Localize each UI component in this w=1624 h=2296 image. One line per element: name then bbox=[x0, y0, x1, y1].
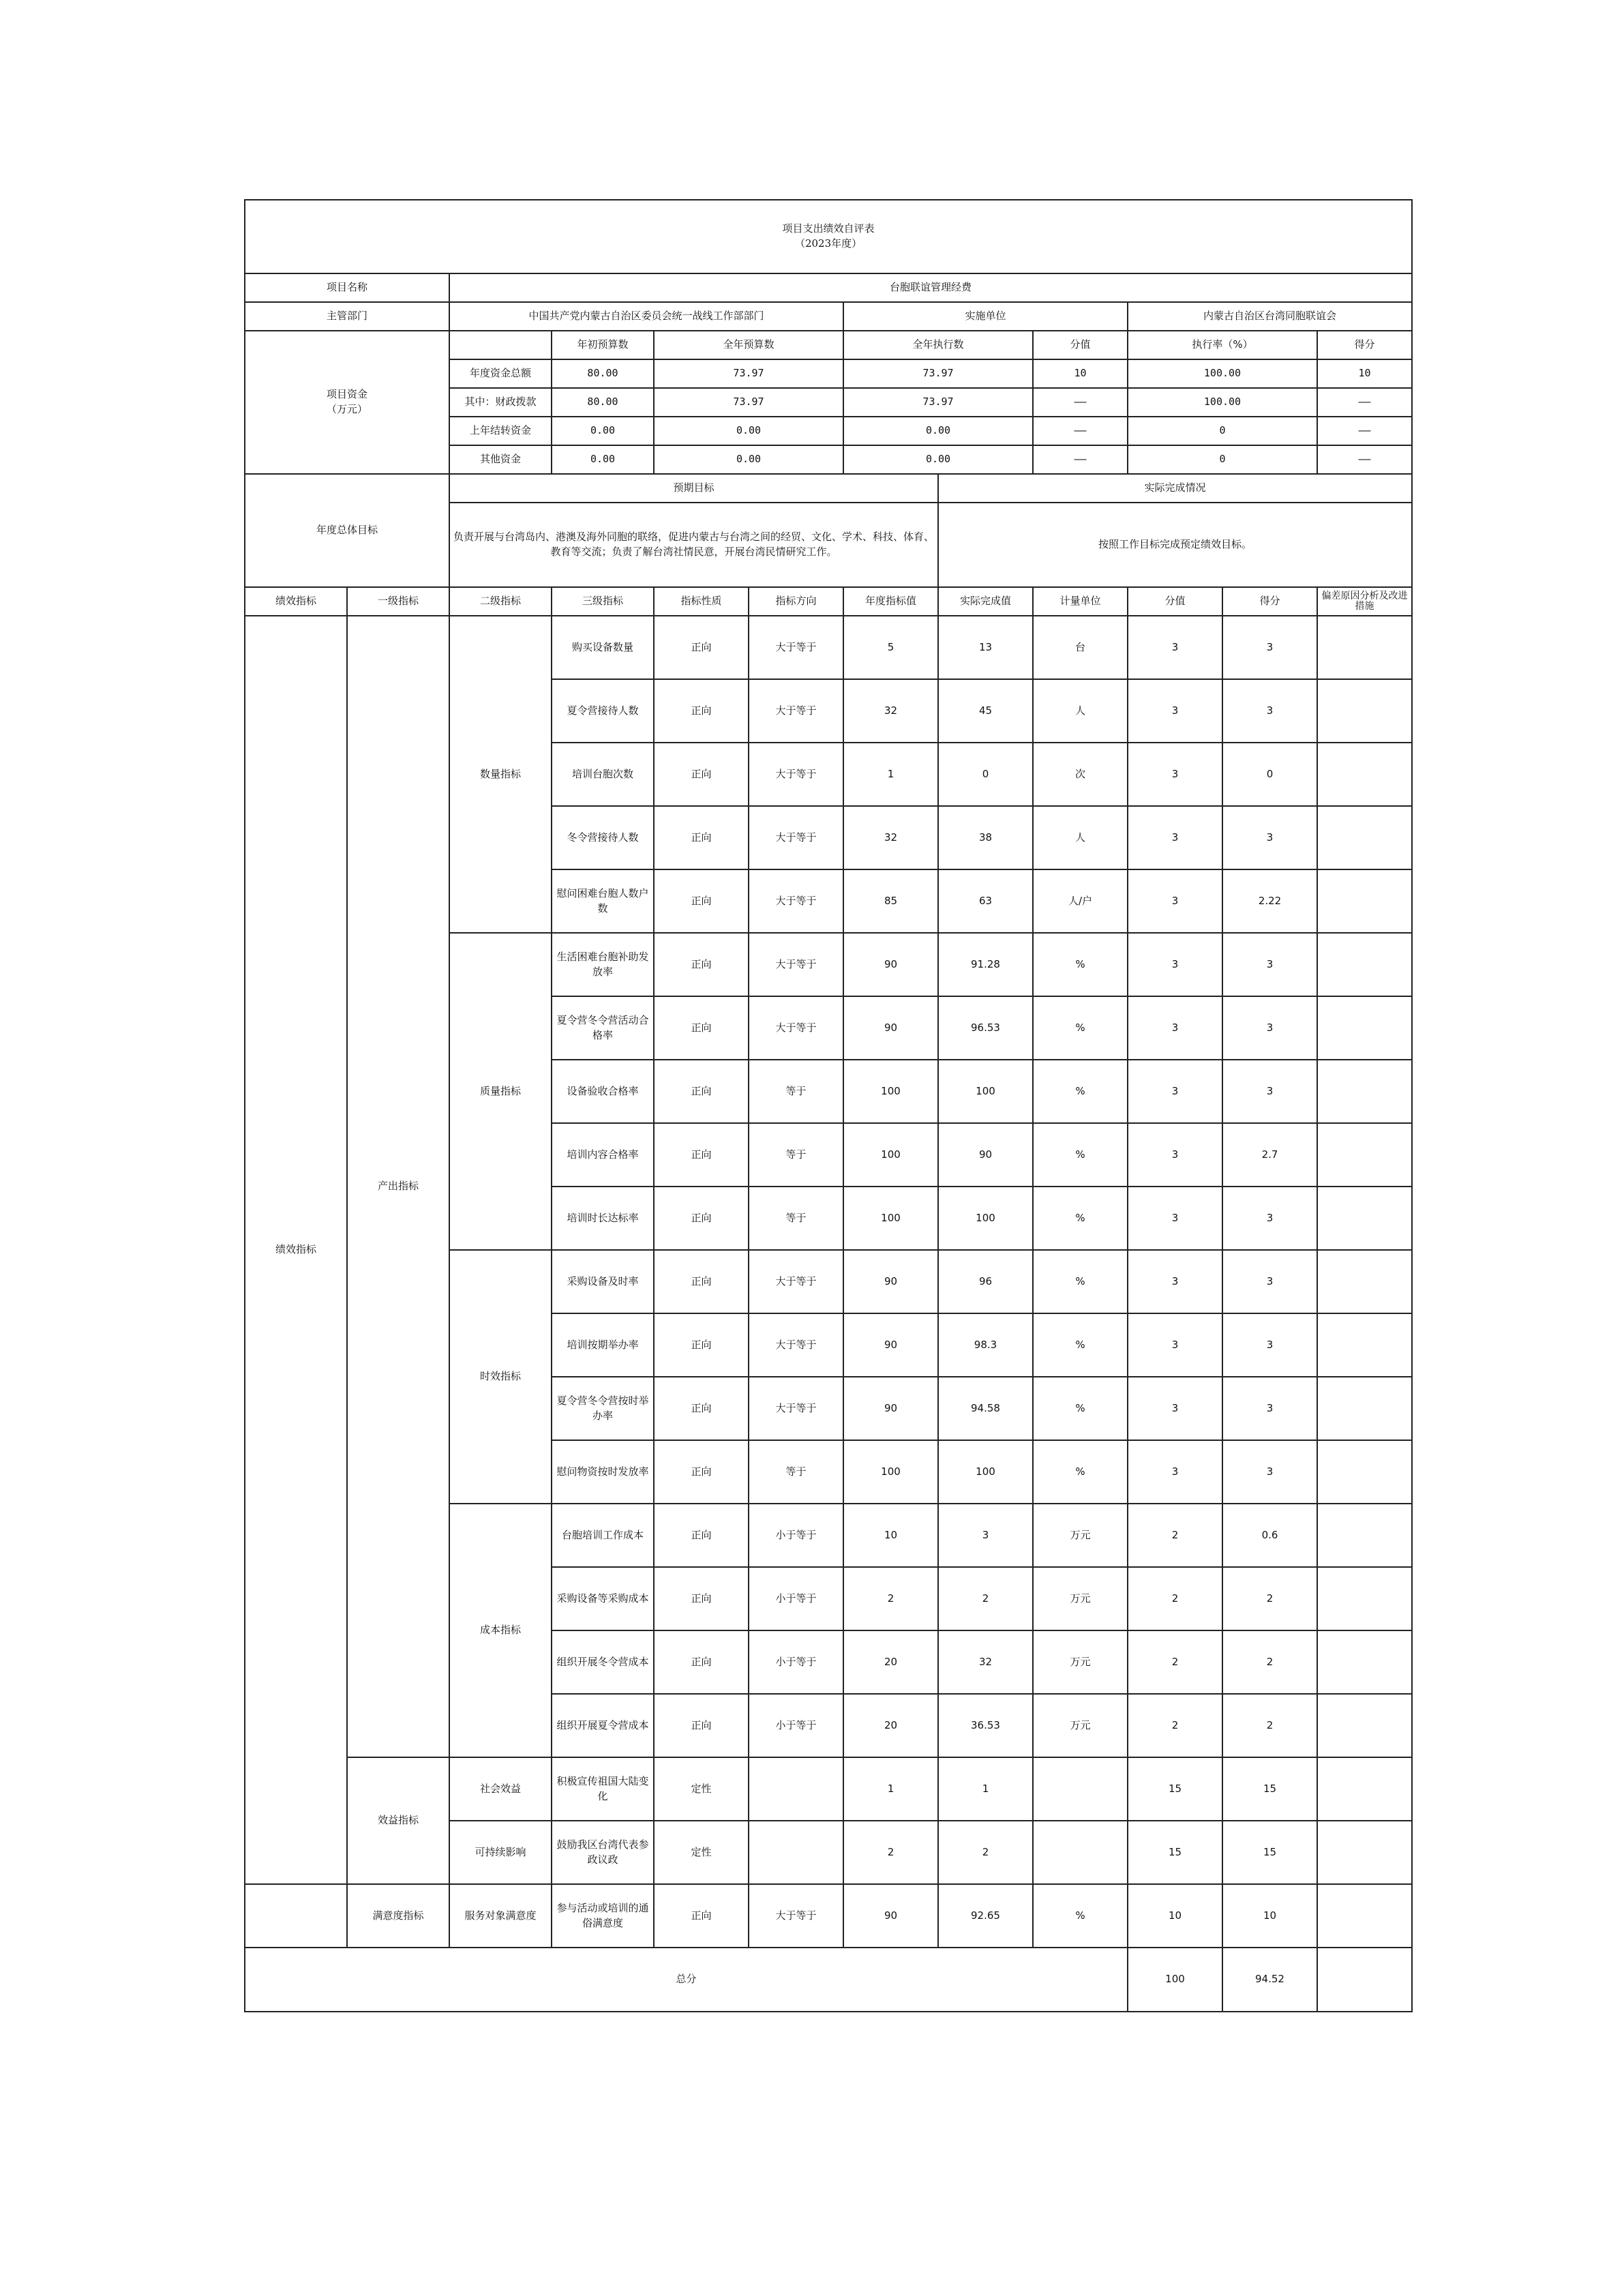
indicator-row bbox=[245, 616, 1412, 679]
indicator-weight: 2 bbox=[1128, 1694, 1222, 1757]
indicator-direction: 大于等于 bbox=[749, 996, 843, 1060]
funds-header: 执行率（%） bbox=[1128, 331, 1317, 359]
indicator-direction: 等于 bbox=[749, 1187, 843, 1250]
indicator-target: 2 bbox=[843, 1567, 938, 1630]
indicator-direction: 大于等于 bbox=[749, 1884, 843, 1948]
indicator-target: 90 bbox=[843, 1884, 938, 1948]
indicator-score: 3 bbox=[1222, 679, 1317, 743]
group-social-label: 社会效益 bbox=[449, 1757, 552, 1821]
indicator-name: 组织开展夏令营成本 bbox=[552, 1694, 654, 1757]
indicator-deviation bbox=[1317, 1377, 1412, 1440]
indicator-name: 慰问物资按时发放率 bbox=[552, 1440, 654, 1504]
indicator-score: 3 bbox=[1222, 1250, 1317, 1313]
benefit-indicator-label: 效益指标 bbox=[347, 1757, 449, 1884]
indicator-direction: 等于 bbox=[749, 1060, 843, 1123]
indicator-target: 5 bbox=[843, 616, 938, 679]
indicator-deviation bbox=[1317, 1757, 1412, 1821]
indicator-score: 0.6 bbox=[1222, 1504, 1317, 1567]
funds-header-blank bbox=[449, 331, 552, 359]
indicator-name: 鼓励我区台湾代表参政议政 bbox=[552, 1821, 654, 1884]
indicator-actual: 0 bbox=[938, 743, 1033, 806]
funds-score-value: 10 bbox=[1033, 359, 1128, 388]
indicator-name: 购买设备数量 bbox=[552, 616, 654, 679]
indicator-direction: 大于等于 bbox=[749, 869, 843, 933]
indicator-score: 2 bbox=[1222, 1694, 1317, 1757]
indicator-target: 100 bbox=[843, 1060, 938, 1123]
indicator-unit: % bbox=[1033, 1250, 1128, 1313]
indicator-weight: 3 bbox=[1128, 1123, 1222, 1187]
indicator-name: 设备验收合格率 bbox=[552, 1060, 654, 1123]
funds-executed: 0.00 bbox=[843, 417, 1033, 445]
indicator-nature: 正向 bbox=[654, 933, 749, 996]
indicator-unit: 人/户 bbox=[1033, 869, 1128, 933]
funds-row-name: 上年结转资金 bbox=[449, 417, 552, 445]
indicator-weight: 15 bbox=[1128, 1821, 1222, 1884]
indicator-header: 实际完成值 bbox=[938, 587, 1033, 616]
group-cost-label: 成本指标 bbox=[449, 1504, 552, 1757]
indicator-target: 90 bbox=[843, 1250, 938, 1313]
indicator-direction: 小于等于 bbox=[749, 1567, 843, 1630]
actual-result-text: 按照工作目标完成预定绩效目标。 bbox=[938, 503, 1412, 587]
indicator-score: 15 bbox=[1222, 1821, 1317, 1884]
indicator-actual: 2 bbox=[938, 1821, 1033, 1884]
indicator-unit: % bbox=[1033, 933, 1128, 996]
funds-annual: 73.97 bbox=[654, 388, 843, 417]
funds-initial: 80.00 bbox=[552, 359, 654, 388]
funds-header: 全年预算数 bbox=[654, 331, 843, 359]
indicator-actual: 96.53 bbox=[938, 996, 1033, 1060]
indicator-score: 3 bbox=[1222, 1313, 1317, 1377]
indicator-unit: 人 bbox=[1033, 806, 1128, 869]
indicator-nature: 正向 bbox=[654, 743, 749, 806]
indicator-direction: 大于等于 bbox=[749, 743, 843, 806]
indicator-actual: 36.53 bbox=[938, 1694, 1033, 1757]
funds-annual: 0.00 bbox=[654, 417, 843, 445]
indicator-score: 3 bbox=[1222, 933, 1317, 996]
indicator-nature: 正向 bbox=[654, 996, 749, 1060]
self-evaluation-sheet bbox=[244, 199, 1411, 2012]
total-row bbox=[245, 1948, 1412, 2012]
project-name-value: 台胞联谊管理经费 bbox=[449, 273, 1412, 302]
indicator-name: 夏令营冬令营按时举办率 bbox=[552, 1377, 654, 1440]
indicator-target: 20 bbox=[843, 1630, 938, 1694]
indicator-weight: 15 bbox=[1128, 1757, 1222, 1821]
indicator-nature: 正向 bbox=[654, 806, 749, 869]
indicator-unit: 人 bbox=[1033, 679, 1128, 743]
evaluation-table bbox=[244, 199, 1413, 2012]
indicator-weight: 3 bbox=[1128, 1250, 1222, 1313]
indicator-weight: 10 bbox=[1128, 1884, 1222, 1948]
indicator-direction: 大于等于 bbox=[749, 1377, 843, 1440]
funds-row-name: 其他资金 bbox=[449, 445, 552, 474]
indicator-weight: 3 bbox=[1128, 1060, 1222, 1123]
indicator-actual: 100 bbox=[938, 1440, 1033, 1504]
indicator-row bbox=[245, 1757, 1412, 1821]
funds-rate: 100.00 bbox=[1128, 359, 1317, 388]
indicator-score: 3 bbox=[1222, 806, 1317, 869]
satisfaction-indicator-label: 满意度指标 bbox=[347, 1884, 449, 1948]
indicator-target: 90 bbox=[843, 1313, 938, 1377]
indicator-target: 100 bbox=[843, 1123, 938, 1187]
expected-goal-text: 负责开展与台湾岛内、港澳及海外同胞的联络，促进内蒙古与台湾之间的经贸、文化、学术、科技、体育、教育等交流；负责了解台湾社情民意，开展台湾民情研究工作。 bbox=[449, 503, 938, 587]
group-quality-label: 质量指标 bbox=[449, 933, 552, 1250]
indicator-header: 年度指标值 bbox=[843, 587, 938, 616]
funds-header: 分值 bbox=[1033, 331, 1128, 359]
indicator-name: 采购设备等采购成本 bbox=[552, 1567, 654, 1630]
indicator-deviation bbox=[1317, 996, 1412, 1060]
indicator-unit: % bbox=[1033, 1313, 1128, 1377]
indicator-nature: 正向 bbox=[654, 1313, 749, 1377]
funds-score-value: —— bbox=[1033, 417, 1128, 445]
funds-score: —— bbox=[1317, 417, 1412, 445]
indicator-name: 积极宣传祖国大陆变化 bbox=[552, 1757, 654, 1821]
funds-initial: 0.00 bbox=[552, 417, 654, 445]
indicator-weight: 3 bbox=[1128, 996, 1222, 1060]
indicator-name: 组织开展冬令营成本 bbox=[552, 1630, 654, 1694]
page-title: 项目支出绩效自评表 bbox=[782, 222, 875, 235]
indicator-nature: 正向 bbox=[654, 1630, 749, 1694]
funds-rate: 0 bbox=[1128, 417, 1317, 445]
indicator-direction: 大于等于 bbox=[749, 1313, 843, 1377]
indicator-target: 1 bbox=[843, 743, 938, 806]
indicator-deviation bbox=[1317, 1187, 1412, 1250]
indicator-unit: % bbox=[1033, 1123, 1128, 1187]
indicator-deviation bbox=[1317, 1250, 1412, 1313]
indicator-actual: 13 bbox=[938, 616, 1033, 679]
indicator-actual: 96 bbox=[938, 1250, 1033, 1313]
indicator-row bbox=[245, 1884, 1412, 1948]
indicator-unit: 万元 bbox=[1033, 1567, 1128, 1630]
indicator-score: 2.22 bbox=[1222, 869, 1317, 933]
output-indicator-label: 产出指标 bbox=[347, 616, 449, 1757]
indicator-weight: 3 bbox=[1128, 1377, 1222, 1440]
indicator-header: 绩效指标 bbox=[245, 587, 347, 616]
group-timeliness-label: 时效指标 bbox=[449, 1250, 552, 1504]
indicator-unit: 万元 bbox=[1033, 1504, 1128, 1567]
indicator-target: 32 bbox=[843, 806, 938, 869]
indicator-nature: 正向 bbox=[654, 1567, 749, 1630]
indicator-actual: 100 bbox=[938, 1060, 1033, 1123]
funds-initial: 80.00 bbox=[552, 388, 654, 417]
funds-row-name: 其中：财政拨款 bbox=[449, 388, 552, 417]
indicator-name: 冬令营接待人数 bbox=[552, 806, 654, 869]
indicator-unit: 万元 bbox=[1033, 1630, 1128, 1694]
indicator-name: 培训内容合格率 bbox=[552, 1123, 654, 1187]
group-service-label: 服务对象满意度 bbox=[449, 1884, 552, 1948]
indicator-actual: 92.65 bbox=[938, 1884, 1033, 1948]
indicator-target: 100 bbox=[843, 1187, 938, 1250]
dept-value: 中国共产党内蒙古自治区委员会统一战线工作部部门 bbox=[449, 302, 843, 331]
indicator-unit: % bbox=[1033, 996, 1128, 1060]
indicator-deviation bbox=[1317, 1123, 1412, 1187]
indicator-header: 分值 bbox=[1128, 587, 1222, 616]
indicator-weight: 2 bbox=[1128, 1630, 1222, 1694]
funds-score-value: —— bbox=[1033, 388, 1128, 417]
indicator-actual: 1 bbox=[938, 1757, 1033, 1821]
indicator-target: 90 bbox=[843, 1377, 938, 1440]
indicator-nature: 正向 bbox=[654, 679, 749, 743]
indicator-unit: % bbox=[1033, 1060, 1128, 1123]
indicator-direction: 大于等于 bbox=[749, 1250, 843, 1313]
funds-initial: 0.00 bbox=[552, 445, 654, 474]
indicator-actual: 98.3 bbox=[938, 1313, 1033, 1377]
indicator-score: 10 bbox=[1222, 1884, 1317, 1948]
indicator-weight: 3 bbox=[1128, 679, 1222, 743]
indicator-score: 3 bbox=[1222, 1187, 1317, 1250]
group-quantity-label: 数量指标 bbox=[449, 616, 552, 933]
expected-goal-header: 预期目标 bbox=[449, 474, 938, 503]
indicator-weight: 3 bbox=[1128, 806, 1222, 869]
indicator-score: 3 bbox=[1222, 996, 1317, 1060]
indicator-header: 指标方向 bbox=[749, 587, 843, 616]
funds-rate: 100.00 bbox=[1128, 388, 1317, 417]
total-deviation bbox=[1317, 1948, 1412, 2012]
indicator-direction: 小于等于 bbox=[749, 1694, 843, 1757]
indicator-unit bbox=[1033, 1757, 1128, 1821]
indicator-nature: 正向 bbox=[654, 1377, 749, 1440]
indicator-nature: 正向 bbox=[654, 1250, 749, 1313]
indicator-nature: 正向 bbox=[654, 616, 749, 679]
indicator-target: 32 bbox=[843, 679, 938, 743]
indicator-name: 培训台胞次数 bbox=[552, 743, 654, 806]
indicator-header: 计量单位 bbox=[1033, 587, 1128, 616]
indicator-weight: 3 bbox=[1128, 869, 1222, 933]
page-subtitle: （2023年度） bbox=[794, 237, 862, 250]
indicator-score: 2 bbox=[1222, 1567, 1317, 1630]
indicator-target: 90 bbox=[843, 996, 938, 1060]
indicator-nature: 正向 bbox=[654, 869, 749, 933]
indicator-name: 培训按期举办率 bbox=[552, 1313, 654, 1377]
indicator-deviation bbox=[1317, 1884, 1412, 1948]
table-title bbox=[245, 200, 1412, 273]
indicator-deviation bbox=[1317, 1821, 1412, 1884]
funds-executed: 0.00 bbox=[843, 445, 1033, 474]
indicator-direction: 小于等于 bbox=[749, 1630, 843, 1694]
perf-indicator-label: 绩效指标 bbox=[245, 616, 347, 1884]
funds-annual: 0.00 bbox=[654, 445, 843, 474]
impl-value: 内蒙古自治区台湾同胞联谊会 bbox=[1128, 302, 1412, 331]
indicator-target: 90 bbox=[843, 933, 938, 996]
actual-result-header: 实际完成情况 bbox=[938, 474, 1412, 503]
indicator-deviation bbox=[1317, 933, 1412, 996]
indicator-direction: 小于等于 bbox=[749, 1504, 843, 1567]
indicator-deviation bbox=[1317, 1630, 1412, 1694]
indicator-weight: 2 bbox=[1128, 1504, 1222, 1567]
indicator-direction: 大于等于 bbox=[749, 806, 843, 869]
indicator-nature: 正向 bbox=[654, 1187, 749, 1250]
indicator-header: 三级指标 bbox=[552, 587, 654, 616]
indicator-nature: 正向 bbox=[654, 1060, 749, 1123]
funds-label: 项目资金 （万元） bbox=[245, 331, 449, 474]
indicator-direction bbox=[749, 1757, 843, 1821]
indicator-deviation bbox=[1317, 1313, 1412, 1377]
indicator-unit: 万元 bbox=[1033, 1694, 1128, 1757]
indicator-actual: 94.58 bbox=[938, 1377, 1033, 1440]
indicator-header: 二级指标 bbox=[449, 587, 552, 616]
indicator-nature: 正向 bbox=[654, 1504, 749, 1567]
indicator-actual: 32 bbox=[938, 1630, 1033, 1694]
indicator-actual: 2 bbox=[938, 1567, 1033, 1630]
indicator-name: 生活困难台胞补助发放率 bbox=[552, 933, 654, 996]
indicator-weight: 3 bbox=[1128, 933, 1222, 996]
indicator-actual: 90 bbox=[938, 1123, 1033, 1187]
indicator-weight: 2 bbox=[1128, 1567, 1222, 1630]
indicator-deviation bbox=[1317, 743, 1412, 806]
indicator-nature: 正向 bbox=[654, 1694, 749, 1757]
indicator-actual: 45 bbox=[938, 679, 1033, 743]
indicator-actual: 38 bbox=[938, 806, 1033, 869]
total-score: 94.52 bbox=[1222, 1948, 1317, 2012]
indicator-target: 2 bbox=[843, 1821, 938, 1884]
indicator-deviation bbox=[1317, 1694, 1412, 1757]
indicator-header: 得分 bbox=[1222, 587, 1317, 616]
indicator-header-row bbox=[245, 587, 1412, 616]
funds-header: 年初预算数 bbox=[552, 331, 654, 359]
goals-label: 年度总体目标 bbox=[245, 474, 449, 587]
indicator-unit: % bbox=[1033, 1187, 1128, 1250]
funds-header: 得分 bbox=[1317, 331, 1412, 359]
indicator-target: 100 bbox=[843, 1440, 938, 1504]
indicator-name: 夏令营接待人数 bbox=[552, 679, 654, 743]
indicator-deviation bbox=[1317, 1060, 1412, 1123]
indicator-weight: 3 bbox=[1128, 1313, 1222, 1377]
funds-score: —— bbox=[1317, 445, 1412, 474]
indicator-direction: 等于 bbox=[749, 1440, 843, 1504]
indicator-direction: 等于 bbox=[749, 1123, 843, 1187]
indicator-weight: 3 bbox=[1128, 1187, 1222, 1250]
indicator-score: 3 bbox=[1222, 1440, 1317, 1504]
indicator-target: 1 bbox=[843, 1757, 938, 1821]
indicator-header: 一级指标 bbox=[347, 587, 449, 616]
indicator-weight: 3 bbox=[1128, 743, 1222, 806]
indicator-nature: 正向 bbox=[654, 1123, 749, 1187]
indicator-score: 15 bbox=[1222, 1757, 1317, 1821]
indicator-nature: 定性 bbox=[654, 1821, 749, 1884]
indicator-deviation bbox=[1317, 1440, 1412, 1504]
funds-score-value: —— bbox=[1033, 445, 1128, 474]
indicator-deviation bbox=[1317, 1567, 1412, 1630]
indicator-direction bbox=[749, 1821, 843, 1884]
funds-executed: 73.97 bbox=[843, 388, 1033, 417]
indicator-deviation bbox=[1317, 1504, 1412, 1567]
indicator-name: 慰问困难台胞人数户数 bbox=[552, 869, 654, 933]
indicator-unit bbox=[1033, 1821, 1128, 1884]
total-weight: 100 bbox=[1128, 1948, 1222, 2012]
dept-label: 主管部门 bbox=[245, 302, 449, 331]
indicator-deviation bbox=[1317, 616, 1412, 679]
indicator-actual: 3 bbox=[938, 1504, 1033, 1567]
indicator-nature: 正向 bbox=[654, 1440, 749, 1504]
total-label: 总分 bbox=[245, 1948, 1128, 2012]
funds-header: 全年执行数 bbox=[843, 331, 1033, 359]
indicator-score: 2 bbox=[1222, 1630, 1317, 1694]
indicator-nature: 定性 bbox=[654, 1757, 749, 1821]
group-sustainable-label: 可持续影响 bbox=[449, 1821, 552, 1884]
impl-label: 实施单位 bbox=[843, 302, 1128, 331]
indicator-name: 采购设备及时率 bbox=[552, 1250, 654, 1313]
perf-indicator-blank bbox=[245, 1884, 347, 1948]
indicator-name: 参与活动或培训的通俗满意度 bbox=[552, 1884, 654, 1948]
indicator-score: 3 bbox=[1222, 1060, 1317, 1123]
indicator-score: 0 bbox=[1222, 743, 1317, 806]
indicator-target: 10 bbox=[843, 1504, 938, 1567]
funds-rate: 0 bbox=[1128, 445, 1317, 474]
indicator-unit: 台 bbox=[1033, 616, 1128, 679]
indicator-score: 2.7 bbox=[1222, 1123, 1317, 1187]
indicator-direction: 大于等于 bbox=[749, 933, 843, 996]
indicator-nature: 正向 bbox=[654, 1884, 749, 1948]
indicator-unit: % bbox=[1033, 1884, 1128, 1948]
project-name-label: 项目名称 bbox=[245, 273, 449, 302]
funds-annual: 73.97 bbox=[654, 359, 843, 388]
indicator-direction: 大于等于 bbox=[749, 616, 843, 679]
indicator-actual: 100 bbox=[938, 1187, 1033, 1250]
indicator-name: 台胞培训工作成本 bbox=[552, 1504, 654, 1567]
indicator-target: 20 bbox=[843, 1694, 938, 1757]
indicator-name: 培训时长达标率 bbox=[552, 1187, 654, 1250]
indicator-target: 85 bbox=[843, 869, 938, 933]
indicator-deviation bbox=[1317, 679, 1412, 743]
indicator-deviation bbox=[1317, 869, 1412, 933]
indicator-deviation bbox=[1317, 806, 1412, 869]
indicator-name: 夏令营冬令营活动合格率 bbox=[552, 996, 654, 1060]
indicator-header: 偏差原因分析及改进措施 bbox=[1317, 587, 1412, 616]
indicator-header: 指标性质 bbox=[654, 587, 749, 616]
indicator-weight: 3 bbox=[1128, 616, 1222, 679]
funds-score: —— bbox=[1317, 388, 1412, 417]
indicator-actual: 91.28 bbox=[938, 933, 1033, 996]
indicator-unit: % bbox=[1033, 1377, 1128, 1440]
indicator-unit: 次 bbox=[1033, 743, 1128, 806]
indicator-score: 3 bbox=[1222, 1377, 1317, 1440]
indicator-actual: 63 bbox=[938, 869, 1033, 933]
funds-executed: 73.97 bbox=[843, 359, 1033, 388]
funds-row-name: 年度资金总额 bbox=[449, 359, 552, 388]
indicator-direction: 大于等于 bbox=[749, 679, 843, 743]
funds-score: 10 bbox=[1317, 359, 1412, 388]
indicator-score: 3 bbox=[1222, 616, 1317, 679]
indicator-unit: % bbox=[1033, 1440, 1128, 1504]
indicator-weight: 3 bbox=[1128, 1440, 1222, 1504]
